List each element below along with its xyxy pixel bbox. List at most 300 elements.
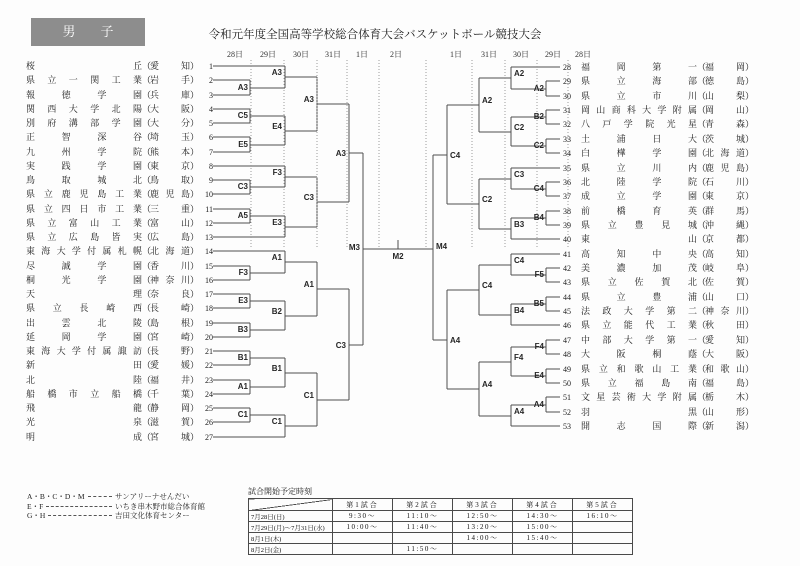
match-code: A2 bbox=[482, 96, 493, 105]
team-row: 46 県立能代工業 （ 秋田 ） bbox=[563, 319, 755, 330]
team-name: 前橋育英 bbox=[581, 205, 697, 216]
team-seed: 17 bbox=[205, 289, 213, 299]
team-name: 文星芸術大学附属 bbox=[581, 391, 697, 402]
match-code: A4 bbox=[533, 400, 544, 409]
round-date: 28日 bbox=[227, 50, 243, 59]
match-code: C5 bbox=[237, 111, 248, 120]
team-name: 岡山商科大学附属 bbox=[581, 104, 697, 115]
team-prefecture: 島根 bbox=[150, 317, 190, 328]
team-row: 九州学院 （ 熊本 ） 7 bbox=[26, 146, 213, 157]
team-row: 県立鹿児島工業 （ 鹿児島 ） 10 bbox=[26, 188, 213, 199]
team-seed: 2 bbox=[209, 75, 213, 85]
schedule-time bbox=[573, 533, 633, 544]
match-code: F5 bbox=[534, 270, 544, 279]
team-name: 中部大学第一 bbox=[581, 334, 697, 345]
team-seed: 37 bbox=[563, 191, 571, 201]
venue-name: 吉田文化体育センター bbox=[115, 511, 190, 521]
schedule-time bbox=[333, 544, 393, 555]
team-prefecture: 愛媛 bbox=[150, 359, 190, 370]
schedule-time bbox=[333, 533, 393, 544]
team-prefecture: 新潟 bbox=[705, 420, 745, 431]
team-row: 52 羽黒 （ 山形 ） bbox=[563, 406, 755, 417]
round-date: 30日 bbox=[513, 50, 529, 59]
team-seed: 20 bbox=[205, 332, 213, 342]
match-code: A2 bbox=[514, 69, 525, 78]
team-seed: 5 bbox=[209, 118, 213, 128]
match-code: B3 bbox=[237, 325, 248, 334]
match-code: B2 bbox=[271, 307, 282, 316]
venue-dash-line bbox=[88, 496, 112, 497]
match-code: C4 bbox=[533, 184, 544, 193]
team-row: 35 県立川内 （ 鹿児島 ） bbox=[563, 162, 755, 173]
team-row: 43 県立佐賀北 （ 佐賀 ） bbox=[563, 276, 755, 287]
team-row: 光泉 （ 滋賀 ） 26 bbox=[26, 416, 213, 427]
team-prefecture: 宮城 bbox=[150, 431, 190, 442]
team-row: 正智深谷 （ 埼玉 ） 6 bbox=[26, 131, 213, 142]
team-row: 桐光学園 （ 神奈川 ） 16 bbox=[26, 274, 213, 285]
schedule-time: 12:50～ bbox=[453, 511, 513, 522]
team-name: 実践学園 bbox=[26, 160, 142, 171]
team-prefecture: 富山 bbox=[150, 217, 190, 228]
team-prefecture: 神奈川 bbox=[150, 274, 190, 285]
team-name: 県立豊浦 bbox=[581, 291, 697, 302]
team-row: 実践学園 （ 東京 ） 8 bbox=[26, 160, 213, 171]
team-prefecture: 宮崎 bbox=[150, 331, 190, 342]
team-name: 県立川内 bbox=[581, 162, 697, 173]
team-name: 八戸学院光星 bbox=[581, 118, 697, 129]
team-name: 羽黒 bbox=[581, 406, 697, 417]
schedule-row bbox=[249, 522, 633, 533]
match-code: C3 bbox=[303, 193, 314, 202]
team-row: 31 岡山商科大学附属 （ 岡山 ） bbox=[563, 104, 755, 115]
team-name: 県立佐賀北 bbox=[581, 276, 697, 287]
schedule-row-label: 7月28日(日) bbox=[249, 511, 333, 522]
team-seed: 41 bbox=[563, 249, 571, 259]
team-prefecture: 熊本 bbox=[150, 146, 190, 157]
team-seed: 3 bbox=[209, 90, 213, 100]
team-prefecture: 愛知 bbox=[150, 60, 190, 71]
schedule-time: 14:00～ bbox=[453, 533, 513, 544]
match-code: C2 bbox=[533, 141, 544, 150]
team-seed: 6 bbox=[209, 132, 213, 142]
team-prefecture: 秋田 bbox=[705, 319, 745, 330]
match-code: F4 bbox=[534, 342, 544, 351]
team-name: 県立一関工業 bbox=[26, 74, 142, 85]
team-row: 県立長崎西 （ 長崎 ） 18 bbox=[26, 302, 213, 313]
team-seed: 44 bbox=[563, 292, 571, 302]
team-seed: 1 bbox=[209, 61, 213, 71]
team-prefecture: 和歌山 bbox=[705, 363, 745, 374]
team-row: 延岡学園 （ 宮崎 ） 20 bbox=[26, 331, 213, 342]
match-code: B4 bbox=[514, 306, 525, 315]
team-seed: 14 bbox=[205, 246, 213, 256]
team-row: 40 東山 （ 京都 ） bbox=[563, 233, 755, 244]
team-name: 延岡学園 bbox=[26, 331, 142, 342]
team-name: 北陸 bbox=[26, 374, 142, 385]
team-prefecture: 青森 bbox=[705, 118, 745, 129]
match-code: C4 bbox=[514, 256, 525, 265]
team-row: 51 文星芸術大学附属 （ 栃木 ） bbox=[563, 391, 755, 402]
match-code: C2 bbox=[514, 123, 525, 132]
team-prefecture: 三重 bbox=[150, 203, 190, 214]
team-row: 県立広島皆実 （ 広島 ） 13 bbox=[26, 231, 213, 242]
team-seed: 7 bbox=[209, 147, 213, 157]
team-prefecture: 高知 bbox=[705, 248, 745, 259]
match-code: A3 bbox=[271, 68, 282, 77]
team-seed: 38 bbox=[563, 206, 571, 216]
match-code: B1 bbox=[237, 353, 248, 362]
match-code: B5 bbox=[533, 299, 544, 308]
schedule-row bbox=[249, 533, 633, 544]
team-prefecture: 滋賀 bbox=[150, 416, 190, 427]
match-code: A1 bbox=[303, 280, 314, 289]
schedule-time: 11:50～ bbox=[393, 544, 453, 555]
match-code: A1 bbox=[237, 382, 248, 391]
team-row: 船橋市立船橋 （ 千葉 ） 24 bbox=[26, 388, 213, 399]
match-code: A5 bbox=[237, 211, 248, 220]
team-row: 33 土浦日大 （ 茨城 ） bbox=[563, 133, 755, 144]
team-row: 県立一関工業 （ 岩手 ） 2 bbox=[26, 74, 213, 85]
team-prefecture: 岐阜 bbox=[705, 262, 745, 273]
team-prefecture: 京都 bbox=[705, 233, 745, 244]
team-prefecture: 石川 bbox=[705, 176, 745, 187]
team-name: 福岡第一 bbox=[581, 61, 697, 72]
match-code: A1 bbox=[271, 253, 282, 262]
schedule-time: 15:40～ bbox=[513, 533, 573, 544]
round-date: 31日 bbox=[325, 50, 341, 59]
team-name: 桜丘 bbox=[26, 60, 142, 71]
schedule-time: 9:30～ bbox=[333, 511, 393, 522]
match-code: E4 bbox=[534, 371, 544, 380]
venue-name: サンアリーナせんだい bbox=[115, 492, 190, 502]
team-seed: 9 bbox=[209, 175, 213, 185]
team-prefecture: 長崎 bbox=[150, 302, 190, 313]
team-prefecture: 静岡 bbox=[150, 402, 190, 413]
team-prefecture: 佐賀 bbox=[705, 276, 745, 287]
team-seed: 42 bbox=[563, 263, 571, 273]
team-prefecture: 岩手 bbox=[150, 74, 190, 85]
schedule-col-header: 第2試合 bbox=[393, 499, 453, 511]
team-name: 開志国際 bbox=[581, 420, 697, 431]
team-name: 白樺学園 bbox=[581, 147, 697, 158]
team-prefecture: 香川 bbox=[150, 260, 190, 271]
team-name: 東山 bbox=[581, 233, 697, 244]
schedule-section bbox=[248, 486, 633, 555]
team-row: 県立富山工業 （ 富山 ） 12 bbox=[26, 217, 213, 228]
team-seed: 35 bbox=[563, 163, 571, 173]
team-name: 関西大学北陽 bbox=[26, 103, 142, 114]
team-seed: 19 bbox=[205, 318, 213, 328]
team-row: 32 八戸学院光星 （ 青森 ） bbox=[563, 118, 755, 129]
schedule-time bbox=[513, 544, 573, 555]
team-row: 尽誠学園 （ 香川 ） 15 bbox=[26, 260, 213, 271]
team-name: 尽誠学園 bbox=[26, 260, 142, 271]
team-row: 桜丘 （ 愛知 ） 1 bbox=[26, 60, 213, 71]
team-seed: 18 bbox=[205, 303, 213, 313]
team-prefecture: 神奈川 bbox=[705, 305, 745, 316]
schedule-row bbox=[249, 544, 633, 555]
schedule-row-label: 8月1日(木) bbox=[249, 533, 333, 544]
team-prefecture: 愛知 bbox=[705, 334, 745, 345]
venue-legend bbox=[27, 492, 217, 521]
team-prefecture: 栃木 bbox=[705, 391, 745, 402]
match-code: F3 bbox=[272, 168, 282, 177]
venue-dash-line bbox=[48, 515, 112, 516]
team-name: 天理 bbox=[26, 288, 142, 299]
team-name: 高知中央 bbox=[581, 248, 697, 259]
team-row: 明成 （ 宮城 ） 27 bbox=[26, 431, 213, 442]
team-seed: 52 bbox=[563, 407, 571, 417]
match-code: E3 bbox=[238, 296, 248, 305]
team-row: 28 福岡第一 （ 福岡 ） bbox=[563, 61, 755, 72]
team-name: 県立富山工業 bbox=[26, 217, 142, 228]
match-code: A4 bbox=[482, 380, 493, 389]
team-name: 光泉 bbox=[26, 416, 142, 427]
team-seed: 48 bbox=[563, 349, 571, 359]
team-prefecture: 山口 bbox=[705, 291, 745, 302]
team-seed: 11 bbox=[205, 204, 213, 214]
team-prefecture: 東京 bbox=[705, 190, 745, 201]
team-name: 県立能代工業 bbox=[581, 319, 697, 330]
team-seed: 29 bbox=[563, 76, 571, 86]
schedule-time: 13:20～ bbox=[453, 522, 513, 533]
team-name: 県立福島南 bbox=[581, 377, 697, 388]
team-seed: 34 bbox=[563, 148, 571, 158]
team-seed: 46 bbox=[563, 320, 571, 330]
schedule-col-header: 第5試合 bbox=[573, 499, 633, 511]
team-name: 法政大学第二 bbox=[581, 305, 697, 316]
match-code: E5 bbox=[238, 140, 248, 149]
round-date: 1日 bbox=[356, 50, 368, 59]
team-seed: 49 bbox=[563, 364, 571, 374]
match-code: B3 bbox=[514, 220, 525, 229]
match-code: A4 bbox=[450, 336, 461, 345]
page-title: 令和元年度全国高等学校総合体育大会バスケットボール競技大会 bbox=[208, 29, 542, 41]
schedule-time: 10:00～ bbox=[333, 522, 393, 533]
team-name: 県立海部 bbox=[581, 75, 697, 86]
division-badge: 男 子 bbox=[31, 18, 145, 46]
team-row: 別府溝部学園 （ 大分 ） 5 bbox=[26, 117, 213, 128]
team-row: 45 法政大学第二 （ 神奈川 ） bbox=[563, 305, 755, 316]
team-name: 明成 bbox=[26, 431, 142, 442]
team-seed: 10 bbox=[205, 189, 213, 199]
match-code: E4 bbox=[272, 122, 282, 131]
match-code: C4 bbox=[482, 281, 493, 290]
schedule-time: 14:30～ bbox=[513, 511, 573, 522]
team-row: 県立四日市工業 （ 三重 ） 11 bbox=[26, 203, 213, 214]
team-row: 38 前橋育英 （ 群馬 ） bbox=[563, 205, 755, 216]
team-seed: 21 bbox=[205, 346, 213, 356]
team-name: 県立鹿児島工業 bbox=[26, 188, 142, 199]
team-seed: 36 bbox=[563, 177, 571, 187]
schedule-time bbox=[573, 544, 633, 555]
team-prefecture: 北海道 bbox=[150, 245, 190, 256]
team-name: 出雲北陵 bbox=[26, 317, 142, 328]
team-seed: 13 bbox=[205, 232, 213, 242]
team-row: 飛龍 （ 静岡 ） 25 bbox=[26, 402, 213, 413]
team-seed: 39 bbox=[563, 220, 571, 230]
team-row: 34 白樺学園 （ 北海道 ） bbox=[563, 147, 755, 158]
round-date: 30日 bbox=[293, 50, 309, 59]
team-seed: 28 bbox=[563, 62, 571, 72]
match-code: C1 bbox=[237, 410, 248, 419]
team-name: 報徳学園 bbox=[26, 89, 142, 100]
team-prefecture: 群馬 bbox=[705, 205, 745, 216]
match-code: B4 bbox=[533, 213, 544, 222]
schedule-col-header: 第1試合 bbox=[333, 499, 393, 511]
round-date: 29日 bbox=[260, 50, 276, 59]
team-prefecture: 埼玉 bbox=[150, 131, 190, 142]
team-row: 50 県立福島南 （ 福島 ） bbox=[563, 377, 755, 388]
team-name: 桐光学園 bbox=[26, 274, 142, 285]
schedule-row-label: 7月29日(月)～7月31日(水) bbox=[249, 522, 333, 533]
venue-dash-line bbox=[46, 506, 112, 507]
team-prefecture: 茨城 bbox=[705, 133, 745, 144]
team-name: 美濃加茂 bbox=[581, 262, 697, 273]
team-row: 天理 （ 奈良 ） 17 bbox=[26, 288, 213, 299]
match-code: A3 bbox=[237, 83, 248, 92]
schedule-time bbox=[393, 533, 453, 544]
team-row: 36 北陸学院 （ 石川 ） bbox=[563, 176, 755, 187]
team-name: 県立豊見城 bbox=[581, 219, 697, 230]
match-code: C4 bbox=[450, 151, 461, 160]
team-seed: 50 bbox=[563, 378, 571, 388]
team-seed: 47 bbox=[563, 335, 571, 345]
round-date: 1日 bbox=[450, 50, 462, 59]
team-prefecture: 鹿児島 bbox=[705, 162, 745, 173]
team-row: 37 成立学園 （ 東京 ） bbox=[563, 190, 755, 201]
schedule-time: 15:00～ bbox=[513, 522, 573, 533]
team-row: 関西大学北陽 （ 大阪 ） 4 bbox=[26, 103, 213, 114]
team-seed: 26 bbox=[205, 417, 213, 427]
team-name: 県立広島皆実 bbox=[26, 231, 142, 242]
team-name: 東海大学付属札幌 bbox=[26, 245, 142, 256]
team-prefecture: 岡山 bbox=[705, 104, 745, 115]
team-row: 39 県立豊見城 （ 沖縄 ） bbox=[563, 219, 755, 230]
team-row: 44 県立豊浦 （ 山口 ） bbox=[563, 291, 755, 302]
team-name: 土浦日大 bbox=[581, 133, 697, 144]
team-prefecture: 山形 bbox=[705, 406, 745, 417]
schedule-time: 11:10～ bbox=[393, 511, 453, 522]
schedule-row-label: 8月2日(金) bbox=[249, 544, 333, 555]
team-seed: 16 bbox=[205, 275, 213, 285]
match-code: M4 bbox=[436, 242, 448, 251]
team-prefecture: 徳島 bbox=[705, 75, 745, 86]
team-seed: 4 bbox=[209, 104, 213, 114]
team-name: 新田 bbox=[26, 359, 142, 370]
team-seed: 53 bbox=[563, 421, 571, 431]
team-row: 東海大学付属札幌 （ 北海道 ） 14 bbox=[26, 245, 213, 256]
team-prefecture: 鹿児島 bbox=[150, 188, 190, 199]
team-row: 鳥取城北 （ 鳥取 ） 9 bbox=[26, 174, 213, 185]
team-seed: 31 bbox=[563, 105, 571, 115]
match-code: A2 bbox=[533, 84, 544, 93]
team-seed: 43 bbox=[563, 277, 571, 287]
team-seed: 23 bbox=[205, 375, 213, 385]
team-prefecture: 福島 bbox=[705, 377, 745, 388]
schedule-time bbox=[573, 522, 633, 533]
team-row: 北陸 （ 福井 ） 23 bbox=[26, 374, 213, 385]
team-name: 別府溝部学園 bbox=[26, 117, 142, 128]
team-name: 県立市川 bbox=[581, 90, 697, 101]
team-prefecture: 長野 bbox=[150, 345, 190, 356]
match-code: C1 bbox=[271, 417, 282, 426]
team-prefecture: 北海道 bbox=[705, 147, 745, 158]
team-prefecture: 東京 bbox=[150, 160, 190, 171]
schedule-time: 11:40～ bbox=[393, 522, 453, 533]
team-name: 東海大学付属諏訪 bbox=[26, 345, 142, 356]
match-code: M3 bbox=[348, 243, 360, 252]
match-code: B2 bbox=[533, 112, 544, 121]
team-seed: 24 bbox=[205, 389, 213, 399]
team-name: 九州学院 bbox=[26, 146, 142, 157]
team-row: 東海大学付属諏訪 （ 長野 ） 21 bbox=[26, 345, 213, 356]
team-row: 49 県立和歌山工業 （ 和歌山 ） bbox=[563, 363, 755, 374]
team-prefecture: 広島 bbox=[150, 231, 190, 242]
team-row: 53 開志国際 （ 新潟 ） bbox=[563, 420, 755, 431]
team-seed: 22 bbox=[205, 360, 213, 370]
match-code: A4 bbox=[514, 407, 525, 416]
team-seed: 51 bbox=[563, 392, 571, 402]
team-name: 県立四日市工業 bbox=[26, 203, 142, 214]
team-name: 正智深谷 bbox=[26, 131, 142, 142]
match-code: C2 bbox=[482, 195, 493, 204]
match-code: C3 bbox=[514, 170, 525, 179]
team-row: 出雲北陵 （ 島根 ） 19 bbox=[26, 317, 213, 328]
venue-row bbox=[27, 511, 217, 521]
team-prefecture: 千葉 bbox=[150, 388, 190, 399]
team-row: 30 県立市川 （ 山梨 ） bbox=[563, 90, 755, 101]
round-date: 29日 bbox=[545, 50, 561, 59]
team-row: 42 美濃加茂 （ 岐阜 ） bbox=[563, 262, 755, 273]
team-seed: 27 bbox=[205, 432, 213, 442]
team-seed: 30 bbox=[563, 91, 571, 101]
team-seed: 12 bbox=[205, 218, 213, 228]
team-row: 新田 （ 愛媛 ） 22 bbox=[26, 359, 213, 370]
match-code: F4 bbox=[514, 353, 524, 362]
team-name: 県立和歌山工業 bbox=[581, 363, 697, 374]
team-row: 41 高知中央 （ 高知 ） bbox=[563, 248, 755, 259]
team-name: 鳥取城北 bbox=[26, 174, 142, 185]
match-code: C1 bbox=[303, 391, 314, 400]
team-seed: 40 bbox=[563, 234, 571, 244]
team-name: 成立学園 bbox=[581, 190, 697, 201]
team-seed: 33 bbox=[563, 134, 571, 144]
venue-courts: E・F bbox=[27, 501, 44, 511]
team-name: 船橋市立船橋 bbox=[26, 388, 142, 399]
schedule-table bbox=[248, 498, 633, 555]
team-prefecture: 山梨 bbox=[705, 90, 745, 101]
schedule-col-header: 第3試合 bbox=[453, 499, 513, 511]
team-prefecture: 鳥取 bbox=[150, 174, 190, 185]
team-name: 北陸学院 bbox=[581, 176, 697, 187]
team-name: 県立長崎西 bbox=[26, 302, 142, 313]
team-seed: 32 bbox=[563, 119, 571, 129]
team-prefecture: 大阪 bbox=[705, 348, 745, 359]
team-prefecture: 沖縄 bbox=[705, 219, 745, 230]
team-row: 報徳学園 （ 兵庫 ） 3 bbox=[26, 89, 213, 100]
team-seed: 25 bbox=[205, 403, 213, 413]
schedule-time: 16:10～ bbox=[573, 511, 633, 522]
round-date: 28日 bbox=[575, 50, 591, 59]
team-prefecture: 大分 bbox=[150, 117, 190, 128]
team-name: 大阪桐蔭 bbox=[581, 348, 697, 359]
venue-courts: A・B・C・D・M bbox=[27, 492, 85, 502]
round-date: 31日 bbox=[481, 50, 497, 59]
match-code: C3 bbox=[335, 341, 346, 350]
team-row: 48 大阪桐蔭 （ 大阪 ） bbox=[563, 348, 755, 359]
match-code: A3 bbox=[303, 95, 314, 104]
